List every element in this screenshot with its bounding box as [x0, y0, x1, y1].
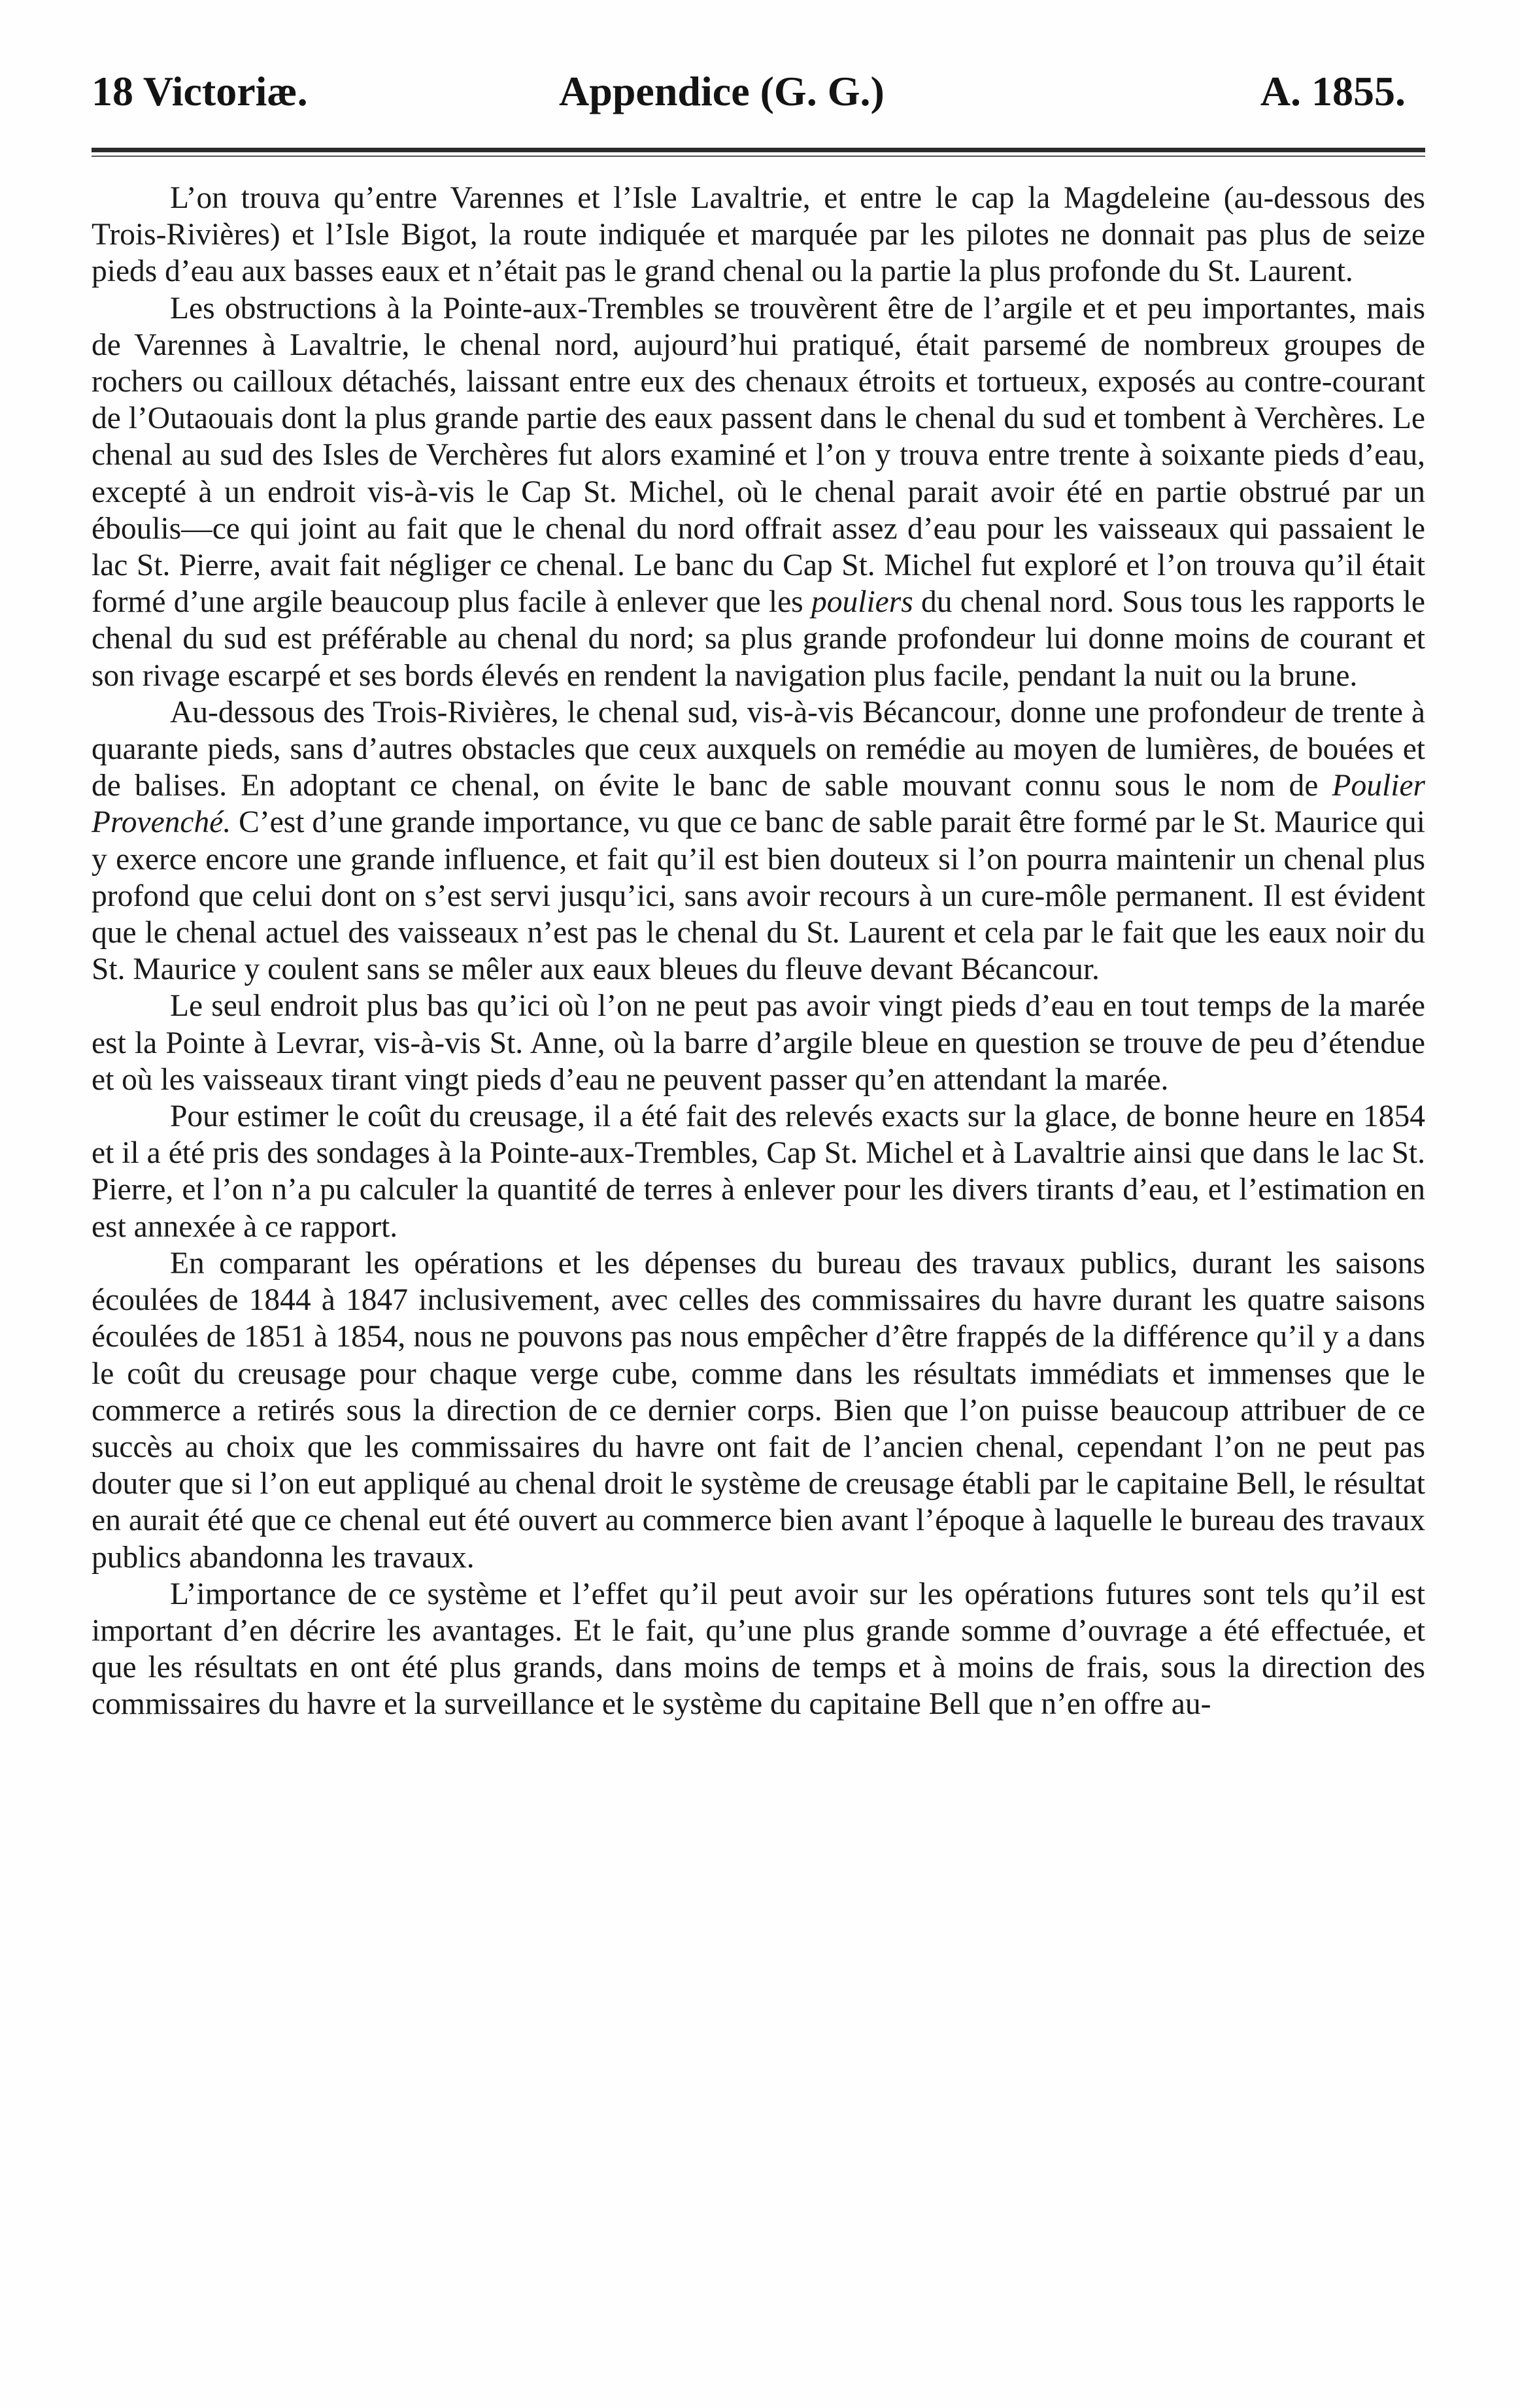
paragraph-4-text: Le seul endroit plus bas qu’ici où l’on ne peut pas avoir vingt pieds d’eau en tout temps de la marée est la Pointe à Levrar, vis-à-vis St. Anne, où la barre d’argile bleue en question se trouve de peu d’étendue et où les vaisseaux tirant vingt pieds d’eau ne peuvent passer qu’en attendant la marée.: [92, 989, 1425, 1097]
body-text: [92, 180, 1425, 1723]
paragraph-4: [92, 988, 1425, 1098]
paragraph-2: [92, 290, 1425, 694]
paragraph-6: [92, 1245, 1425, 1576]
paragraph-6-text: En comparant les opérations et les dépenses du bureau des travaux publics, durant les saisons écoulées de 1844 à 1847 inclusivement, avec celles des commissaires du havre durant les quatre saisons écoulées de 1851 à 1854, nous ne pouvons pas nous empêcher d’être frappés de la différence qu’il y a dans le coût du creusage pour chaque verge cube, comme dans les résultats immédiats et immenses que le commerce a retirés sous la direction de ce dernier corps. Bien que l’on puisse beaucoup attribuer de ce succès au choix que les commissaires du havre ont fait de l’ancien chenal, cependant l’on ne peut pas douter que si l’on eut appliqué au chenal droit le système de creusage établi par le capitaine Bell, le résultat en aurait été que ce chenal eut été ouvert au commerce bien avant l’époque à laquelle le bureau des travaux publics abandonna les travaux.: [92, 1246, 1425, 1575]
paragraph-2-text: Les obstructions à la Pointe-aux-Trembles se trouvèrent être de l’argile et et peu importantes, mais de Varennes à Lavaltrie, le chenal nord, aujourd’hui pratiqué, était parsemé de nombreux groupes de rochers ou cailloux détachés, laissant entre eux des chenaux étroits et tortueux, exposés au contre-courant de l’Outaouais dont la plus grande partie des eaux passent dans le chenal du sud et tombent à Verchères. Le chenal au sud des Isles de Verchères fut alors examiné et l’on y trouva entre trente à soixante pieds d’eau, excepté à un endroit vis-à-vis le Cap St. Michel, où le chenal parait avoir été en partie obstrué par un éboulis—ce qui joint au fait que le chenal du nord offrait assez d’eau pour les vaisseaux qui passaient le lac St. Pierre, avait fait négliger ce chenal. Le banc du Cap St. Michel fut exploré et l’on trouva qu’il était formé d’une argile beaucoup plus facile à enlever que les: [92, 291, 1425, 620]
paragraph-7: [92, 1576, 1425, 1723]
paragraph-5: [92, 1098, 1425, 1245]
header-left: 18 Victoriæ.: [92, 68, 308, 114]
paragraph-1-text: L’on trouva qu’entre Varennes et l’Isle Lavaltrie, et entre le cap la Magdeleine (au-dessous des Trois-Rivières) et l’Isle Bigot, la route indiquée et marquée par les pilotes ne donnait pas plus de seize pieds d’eau aux basses eaux et n’était pas le grand chenal ou la partie la plus profonde du St. Laurent.: [92, 181, 1425, 289]
header-rule-thin: [92, 156, 1425, 157]
paragraph-7-text: L’importance de ce système et l’effet qu’il peut avoir sur les opérations futures sont tels qu’il est important d’en décrire les avantages. Et le fait, qu’une plus grande somme d’ouvrage a été effectuée, et que les résultats en ont été plus grands, dans moins de temps et à moins de frais, sous la direction des commissaires du havre et la surveillance et le système du capitaine Bell que n’en offre au-: [92, 1577, 1425, 1722]
paragraph-2-tail: du chenal nord. Sous tous les rapports le chenal du sud est préférable au chenal du nord; sa plus grande profondeur lui donne moins de courant et son rivage escarpé et ses bords élevés en rendent la navigation plus facile, pendant la nuit ou la brune.: [92, 585, 1426, 693]
paragraph-1: [92, 180, 1425, 290]
header-rule: [92, 148, 1425, 152]
header-center: Appendice (G. G.): [559, 68, 885, 114]
paragraph-3-tail: C’est d’une grande importance, vu que ce banc de sable parait être formé par le St. Maurice qui y exerce encore une grande influence, et fait qu’il est bien douteux si l’on pourra maintenir un chenal plus profond que celui dont on s’est servi jusqu’ici, sans avoir recours à un cure-môle permanent. Il est évident que le chenal actuel des vaisseaux n’est pas le chenal du St. Laurent et cela par le fait que les eaux noir du St. Maurice y coulent sans se mêler aux eaux bleues du fleuve devant Bécancour.: [92, 805, 1425, 987]
paragraph-3-italic: Poulier Provenché.: [92, 769, 1426, 840]
paragraph-3: [92, 694, 1425, 988]
paragraph-5-text: Pour estimer le coût du creusage, il a été fait des relevés exacts sur la glace, de bonne heure en 1854 et il a été pris des sondages à la Pointe-aux-Trembles, Cap St. Michel et à Lavaltrie ainsi que dans le lac St. Pierre, et l’on n’a pu calculer la quantité de terres à enlever pour les divers tirants d’eau, et l’estimation en est annexée à ce rapport.: [92, 1099, 1425, 1244]
header-right: A. 1855.: [1260, 68, 1406, 114]
running-head: [0, 62, 1520, 121]
paragraph-2-italic: pouliers: [811, 585, 913, 620]
paragraph-3-text: Au-dessous des Trois-Rivières, le chenal sud, vis-à-vis Bécancour, donne une profondeur de trente à quarante pieds, sans d’autres obstacles que ceux auxquels on remédie au moyen de lumières, de bouées et de balises. En adoptant ce chenal, on évite le banc de sable mouvant connu sous le nom de: [92, 695, 1425, 803]
